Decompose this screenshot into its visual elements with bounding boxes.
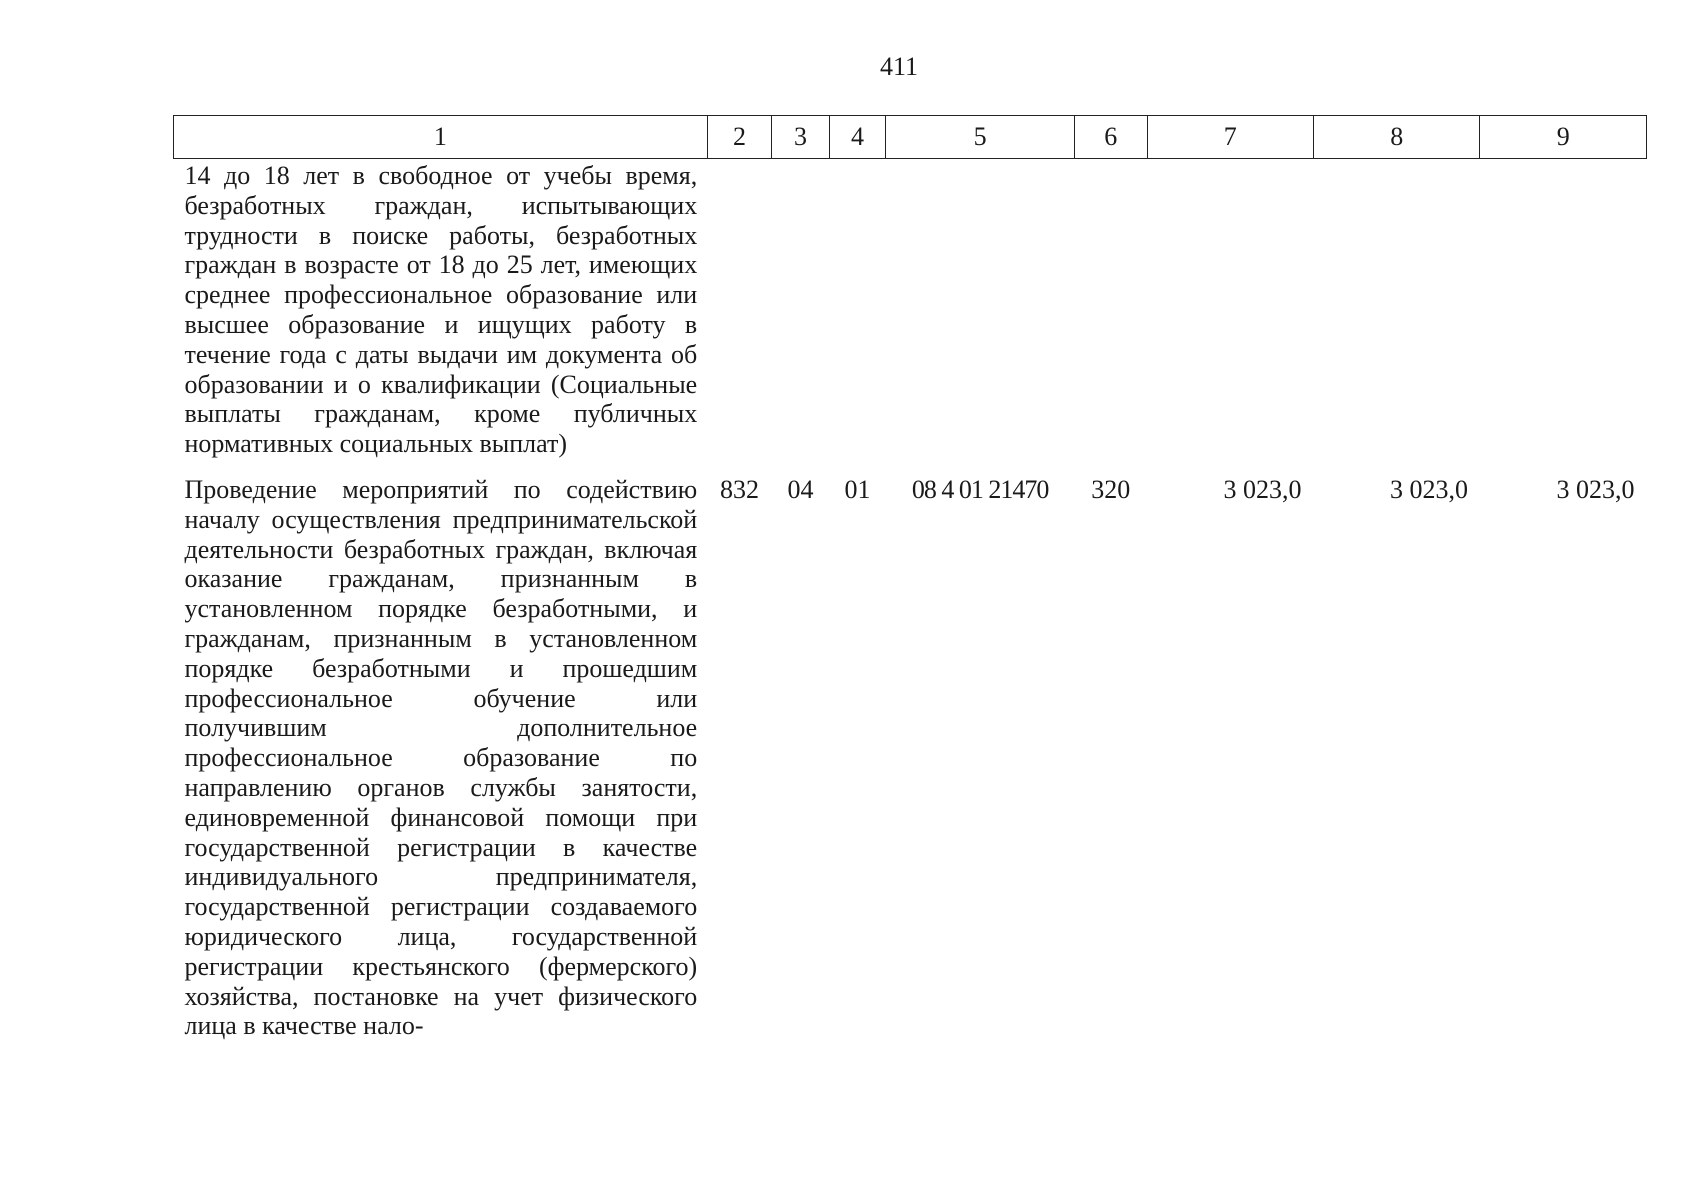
column-header-2: 2: [707, 116, 772, 159]
column-header-5: 5: [886, 116, 1075, 159]
cell-expense-type: 320: [1091, 474, 1131, 504]
cell-target-article: [886, 159, 1075, 467]
cell-section: 04: [787, 474, 814, 504]
cell-amount-3: [1480, 159, 1647, 467]
cell-amount-1: [1147, 159, 1313, 467]
cell-section: [772, 159, 830, 467]
row-description: 14 до 18 лет в свободное от учебы время, безработных граждан, испытывающих трудности в поиске работы, безработных граждан в возрасте от 18 до 25 лет, имеющих среднее профессиональное образование или высшее образование и ищущих работу в течение года с даты выдачи им документа об образовании и о квалификации (Социальные выплаты гражданам, кроме публичных нормативных социальных выплат): [184, 161, 698, 459]
cell-amount-2: [1314, 159, 1480, 467]
header-row: [174, 116, 1647, 159]
cell-subsection: 01: [844, 474, 871, 504]
page-number: 411: [879, 52, 919, 81]
column-header-8: 8: [1314, 116, 1480, 159]
column-header-4: 4: [829, 116, 885, 159]
cell-ministry: 832: [719, 474, 759, 504]
row-description: Проведение мероприятий по содействию началу осуществления предпринимательской деятельности безработных граждан, включая оказание гражданам, признанным в установленном порядке безработными, и гражданам, признанным в установленном порядке безработными и прошедшим профессиональное обучение или получившим дополнительное профессиональное образование по направлению органов службы занятости, единовременной финансовой помощи при государственной регистрации в качестве индивидуального предпринимателя, государственной регистрации создаваемого юридического лица, государственной регистрации крестьянского (фермерского) хозяйства, постановке на учет физического лица в качестве нало-: [184, 474, 698, 1041]
budget-table: [173, 115, 1647, 1041]
table-row: [174, 159, 1647, 467]
table-row: [174, 467, 1647, 1041]
column-header-1: 1: [174, 116, 708, 159]
cell-amount-2: 3 023,0: [1389, 474, 1468, 504]
column-header-6: 6: [1074, 116, 1147, 159]
cell-amount-3: 3 023,0: [1556, 474, 1635, 504]
column-header-7: 7: [1147, 116, 1313, 159]
cell-expense-type: [1074, 159, 1147, 467]
cell-subsection: [829, 159, 885, 467]
column-header-9: 9: [1480, 116, 1647, 159]
cell-amount-1: 3 023,0: [1223, 474, 1302, 504]
cell-target-article: 08 4 01 21470: [911, 474, 1049, 504]
cell-ministry: [707, 159, 772, 467]
column-header-3: 3: [772, 116, 830, 159]
